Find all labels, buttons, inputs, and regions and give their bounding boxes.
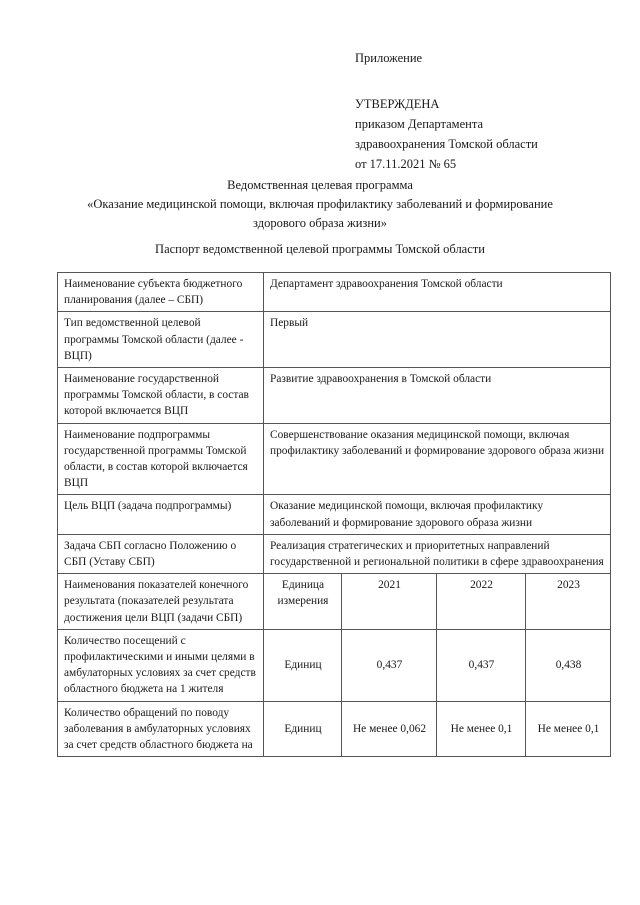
row-value: Реализация стратегических и приоритетных направлений государственной и региональной политики в сфере здравоохранения: [264, 534, 611, 573]
indicator-label: Количество посещений с профилактическими и иными целями в амбулаторных условиях за счет средств областного бюджета на 1 жителя: [58, 629, 264, 701]
indicator-header-year-2022: 2022: [437, 574, 526, 630]
approved-date-number: от 17.11.2021 № 65: [355, 157, 457, 171]
indicator-value-2022: Не менее 0,1: [437, 701, 526, 757]
indicator-value-2023: Не менее 0,1: [526, 701, 611, 757]
row-value: Первый: [264, 312, 611, 368]
indicator-value-2021: 0,437: [342, 629, 437, 701]
appendix-label: Приложение: [355, 51, 423, 65]
indicator-value-2023: 0,438: [526, 629, 611, 701]
program-title-line2: «Оказание медицинской помощи, включая профилактику заболеваний и формирование: [87, 197, 553, 211]
indicator-header-year-2021: 2021: [342, 574, 437, 630]
program-title-line3: здорового образа жизни»: [253, 216, 387, 230]
indicator-unit: Единиц: [264, 629, 342, 701]
table-row: [58, 534, 611, 573]
row-label: Цель ВЦП (задача подпрограммы): [58, 495, 264, 534]
indicator-label: Количество обращений по поводу заболевания в амбулаторных условиях за счет средств областного бюджета на: [58, 701, 264, 757]
row-value: Совершенствование оказания медицинской помощи, включая профилактику заболеваний и формирование здорового образа жизни: [264, 423, 611, 495]
row-label: Тип ведомственной целевой программы Томской области (далее - ВЦП): [58, 312, 264, 368]
program-title-line1: Ведомственная целевая программа: [227, 178, 413, 192]
indicator-value-2021: Не менее 0,062: [342, 701, 437, 757]
table-row: [58, 368, 611, 424]
table-row: [58, 423, 611, 495]
document-header: [355, 48, 605, 174]
row-label: Наименование государственной программы Томской области, в состав которой включается ВЦП: [58, 368, 264, 424]
row-value: Департамент здравоохранения Томской области: [264, 273, 611, 312]
passport-subtitle: Паспорт ведомственной целевой программы Томской области: [155, 242, 485, 256]
indicator-header-unit: Единица измерения: [264, 574, 342, 630]
row-label: Наименование субъекта бюджетного планирования (далее – СБП): [58, 273, 264, 312]
approved-label: УТВЕРЖДЕНА: [355, 97, 440, 111]
indicator-header-label: Наименования показателей конечного результата (показателей результата достижения цели ВЦП (задачи СБП): [58, 574, 264, 630]
indicator-row: [58, 629, 611, 701]
row-value: Развитие здравоохранения в Томской области: [264, 368, 611, 424]
program-title: [46, 176, 594, 233]
row-label: Задача СБП согласно Положению о СБП (Уставу СБП): [58, 534, 264, 573]
row-label: Наименование подпрограммы государственной программы Томской области, в состав которой включается ВЦП: [58, 423, 264, 495]
indicator-row: [58, 701, 611, 757]
row-value: Оказание медицинской помощи, включая профилактику заболеваний и формирование здорового образа жизни: [264, 495, 611, 534]
indicator-value-2022: 0,437: [437, 629, 526, 701]
approved-department-line: здравоохранения Томской области: [355, 137, 538, 151]
table-row: [58, 273, 611, 312]
passport-table: [57, 272, 611, 757]
indicator-header-row: [58, 574, 611, 630]
table-row: [58, 312, 611, 368]
indicator-unit: Единиц: [264, 701, 342, 757]
approved-order-line: приказом Департамента: [355, 117, 483, 131]
indicator-header-year-2023: 2023: [526, 574, 611, 630]
table-row: [58, 495, 611, 534]
